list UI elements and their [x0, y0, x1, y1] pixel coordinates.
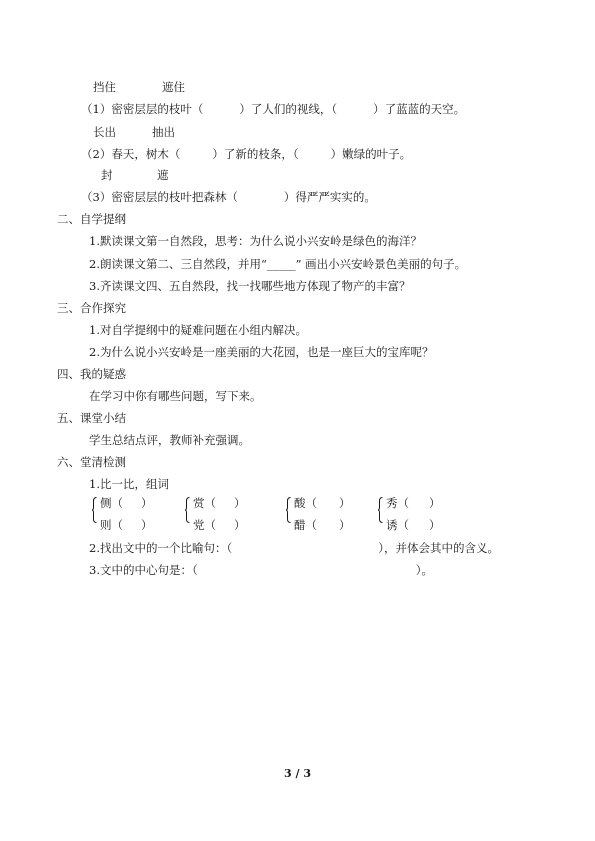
- word-option: 遮: [157, 168, 169, 182]
- question-2: 2.找出文中的一个比喻句：（ ），并体会其中的含义。: [89, 541, 499, 555]
- section-heading: 六、堂清检测: [57, 455, 126, 469]
- list-item: 1.对自学提纲中的疑难问题在小组内解决。: [89, 323, 307, 337]
- section-heading: 四、我的疑惑: [57, 367, 126, 381]
- compare-item: 酸（ ）: [294, 496, 351, 510]
- section-heading: 五、课堂小结: [57, 411, 126, 425]
- list-item: 3.齐读课文四、五自然段，找一找哪些地方体现了物产的丰富？: [89, 279, 411, 293]
- sentence-2: （2）春天，树木（ ）了新的枝条，（ ）嫩绿的叶子。: [81, 147, 412, 161]
- word-option: 抽出: [152, 125, 175, 139]
- sentence-3: （3）密密层层的枝叶把森林（ ）得严严实实的。: [81, 190, 376, 204]
- brace-icon: [185, 497, 190, 523]
- page-number: 3 / 3: [284, 767, 311, 780]
- list-item: 2.为什么说小兴安岭是一座美丽的大花园，也是一座巨大的宝库呢？: [89, 345, 434, 359]
- compare-item: 侧（ ）: [100, 496, 153, 510]
- word-option: 长出: [93, 125, 116, 139]
- body-text: 学生总结点评，教师补充强调。: [89, 433, 250, 447]
- section-heading: 二、自学提纲: [57, 212, 126, 226]
- question-3: 3.文中的中心句是：（ ）。: [89, 563, 433, 577]
- list-item: 1.默读课文第一自然段，思考：为什么说小兴安岭是绿色的海洋？: [89, 234, 422, 248]
- word-option: 挡住: [93, 80, 116, 94]
- brace-icon: [92, 497, 97, 523]
- list-item: 2.朗读课文第二、三自然段，并用“_____” 画出小兴安岭景色美丽的句子。: [89, 257, 467, 271]
- word-option: 遮住: [162, 80, 185, 94]
- compare-item: 赏（ ）: [193, 496, 246, 510]
- question-1: 1.比一比，组词: [89, 477, 169, 491]
- section-heading: 三、合作探究: [57, 301, 126, 315]
- brace-icon: [378, 497, 383, 523]
- compare-item: 诱（ ）: [386, 518, 441, 532]
- word-option: 封: [101, 168, 113, 182]
- compare-item: 则（ ）: [100, 518, 153, 532]
- compare-item: 秀（ ）: [386, 496, 441, 510]
- compare-item: 醋（ ）: [294, 518, 351, 532]
- body-text: 在学习中你有哪些问题，写下来。: [89, 389, 262, 403]
- compare-item: 党（ ）: [193, 518, 246, 532]
- sentence-1: （1）密密层层的枝叶（ ）了人们的视线，（ ）了蓝蓝的天空。: [81, 102, 466, 116]
- brace-icon: [286, 497, 291, 523]
